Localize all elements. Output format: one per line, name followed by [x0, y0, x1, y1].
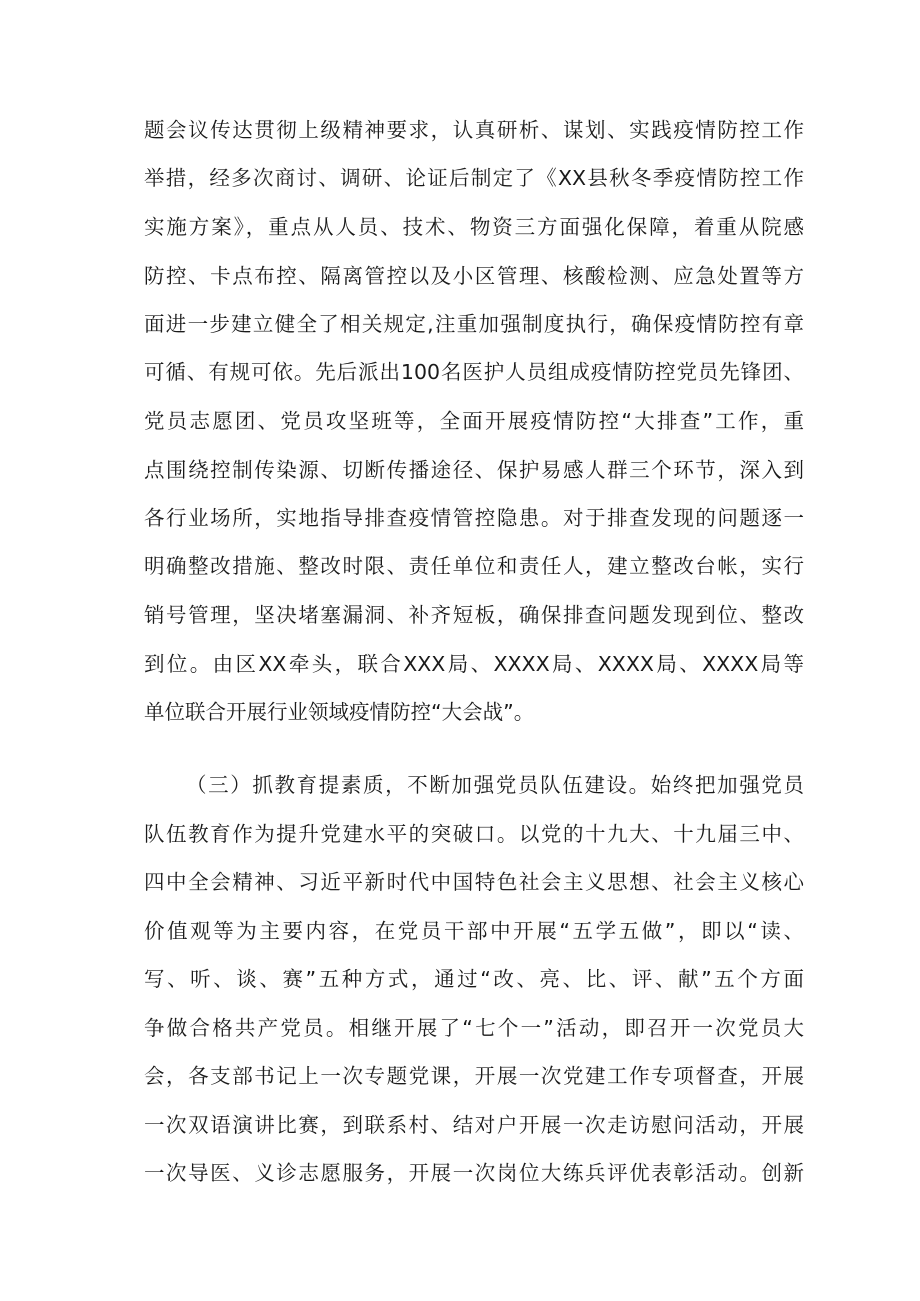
- paragraph-1-line-8: 点围绕控制传染源、切断传播途径、保护易感人群三个环节，深入到: [144, 458, 804, 482]
- paragraph-2-line-3: 四中全会精神、习近平新时代中国特色社会主义思想、社会主义核心: [144, 870, 804, 894]
- paragraph-2-line-5: 写、听、谈、赛”五种方式，通过“改、亮、比、评、献”五个方面: [144, 967, 804, 991]
- paragraph-1-line-6: 可循、有规可依。先后派出100名医护人员组成疫情防控党员先锋团、: [144, 360, 804, 384]
- paragraph-1-line-10: 明确整改措施、整改时限、责任单位和责任人，建立整改台帐，实行: [144, 554, 804, 578]
- paragraph-2-line-1: （三）抓教育提素质，不断加强党员队伍建设。始终把加强党员: [186, 773, 804, 797]
- paragraph-1-line-5: 面进一步建立健全了相关规定,注重加强制度执行，确保疫情防控有章: [144, 312, 804, 336]
- paragraph-2-line-2: 队伍教育作为提升党建水平的突破口。以党的十九大、十九届三中、: [144, 822, 804, 846]
- paragraph-2-line-4: 价值观等为主要内容，在党员干部中开展“五学五做”，即以“读、: [144, 919, 804, 943]
- paragraph-1-line-2: 举措，经多次商讨、调研、论证后制定了《XX县秋冬季疫情防控工作: [144, 166, 804, 190]
- paragraph-2-line-7: 会，各支部书记上一次专题党课，开展一次党建工作专项督查，开展: [144, 1064, 804, 1088]
- paragraph-1-line-12: 到位。由区XX牵头，联合XXX局、XXXX局、XXXX局、XXXX局等: [144, 652, 804, 676]
- paragraph-1-line-3: 实施方案》，重点从人员、技术、物资三方面强化保障，着重从院感: [144, 215, 804, 239]
- paragraph-1-line-4: 防控、卡点布控、隔离管控以及小区管理、核酸检测、应急处置等方: [144, 264, 804, 288]
- paragraph-1-line-1: 题会议传达贯彻上级精神要求，认真研析、谋划、实践疫情防控工作: [144, 118, 804, 142]
- paragraph-1-line-9: 各行业场所，实地指导排查疫情管控隐患。对于排查发现的问题逐一: [144, 506, 804, 530]
- paragraph-2-line-6: 争做合格共产党员。相继开展了“七个一”活动，即召开一次党员大: [144, 1016, 804, 1040]
- paragraph-1-line-7: 党员志愿团、党员攻坚班等，全面开展疫情防控“大排查”工作，重: [144, 409, 804, 433]
- paragraph-1-line-13: 单位联合开展行业领域疫情防控“大会战”。: [144, 700, 535, 724]
- paragraph-2-line-8: 一次双语演讲比赛，到联系村、结对户开展一次走访慰问活动，开展: [144, 1113, 804, 1137]
- paragraph-2-line-9: 一次导医、义诊志愿服务，开展一次岗位大练兵评优表彰活动。创新: [144, 1161, 804, 1185]
- paragraph-1-line-11: 销号管理，坚决堵塞漏洞、补齐短板，确保排查问题发现到位、整改: [144, 603, 804, 627]
